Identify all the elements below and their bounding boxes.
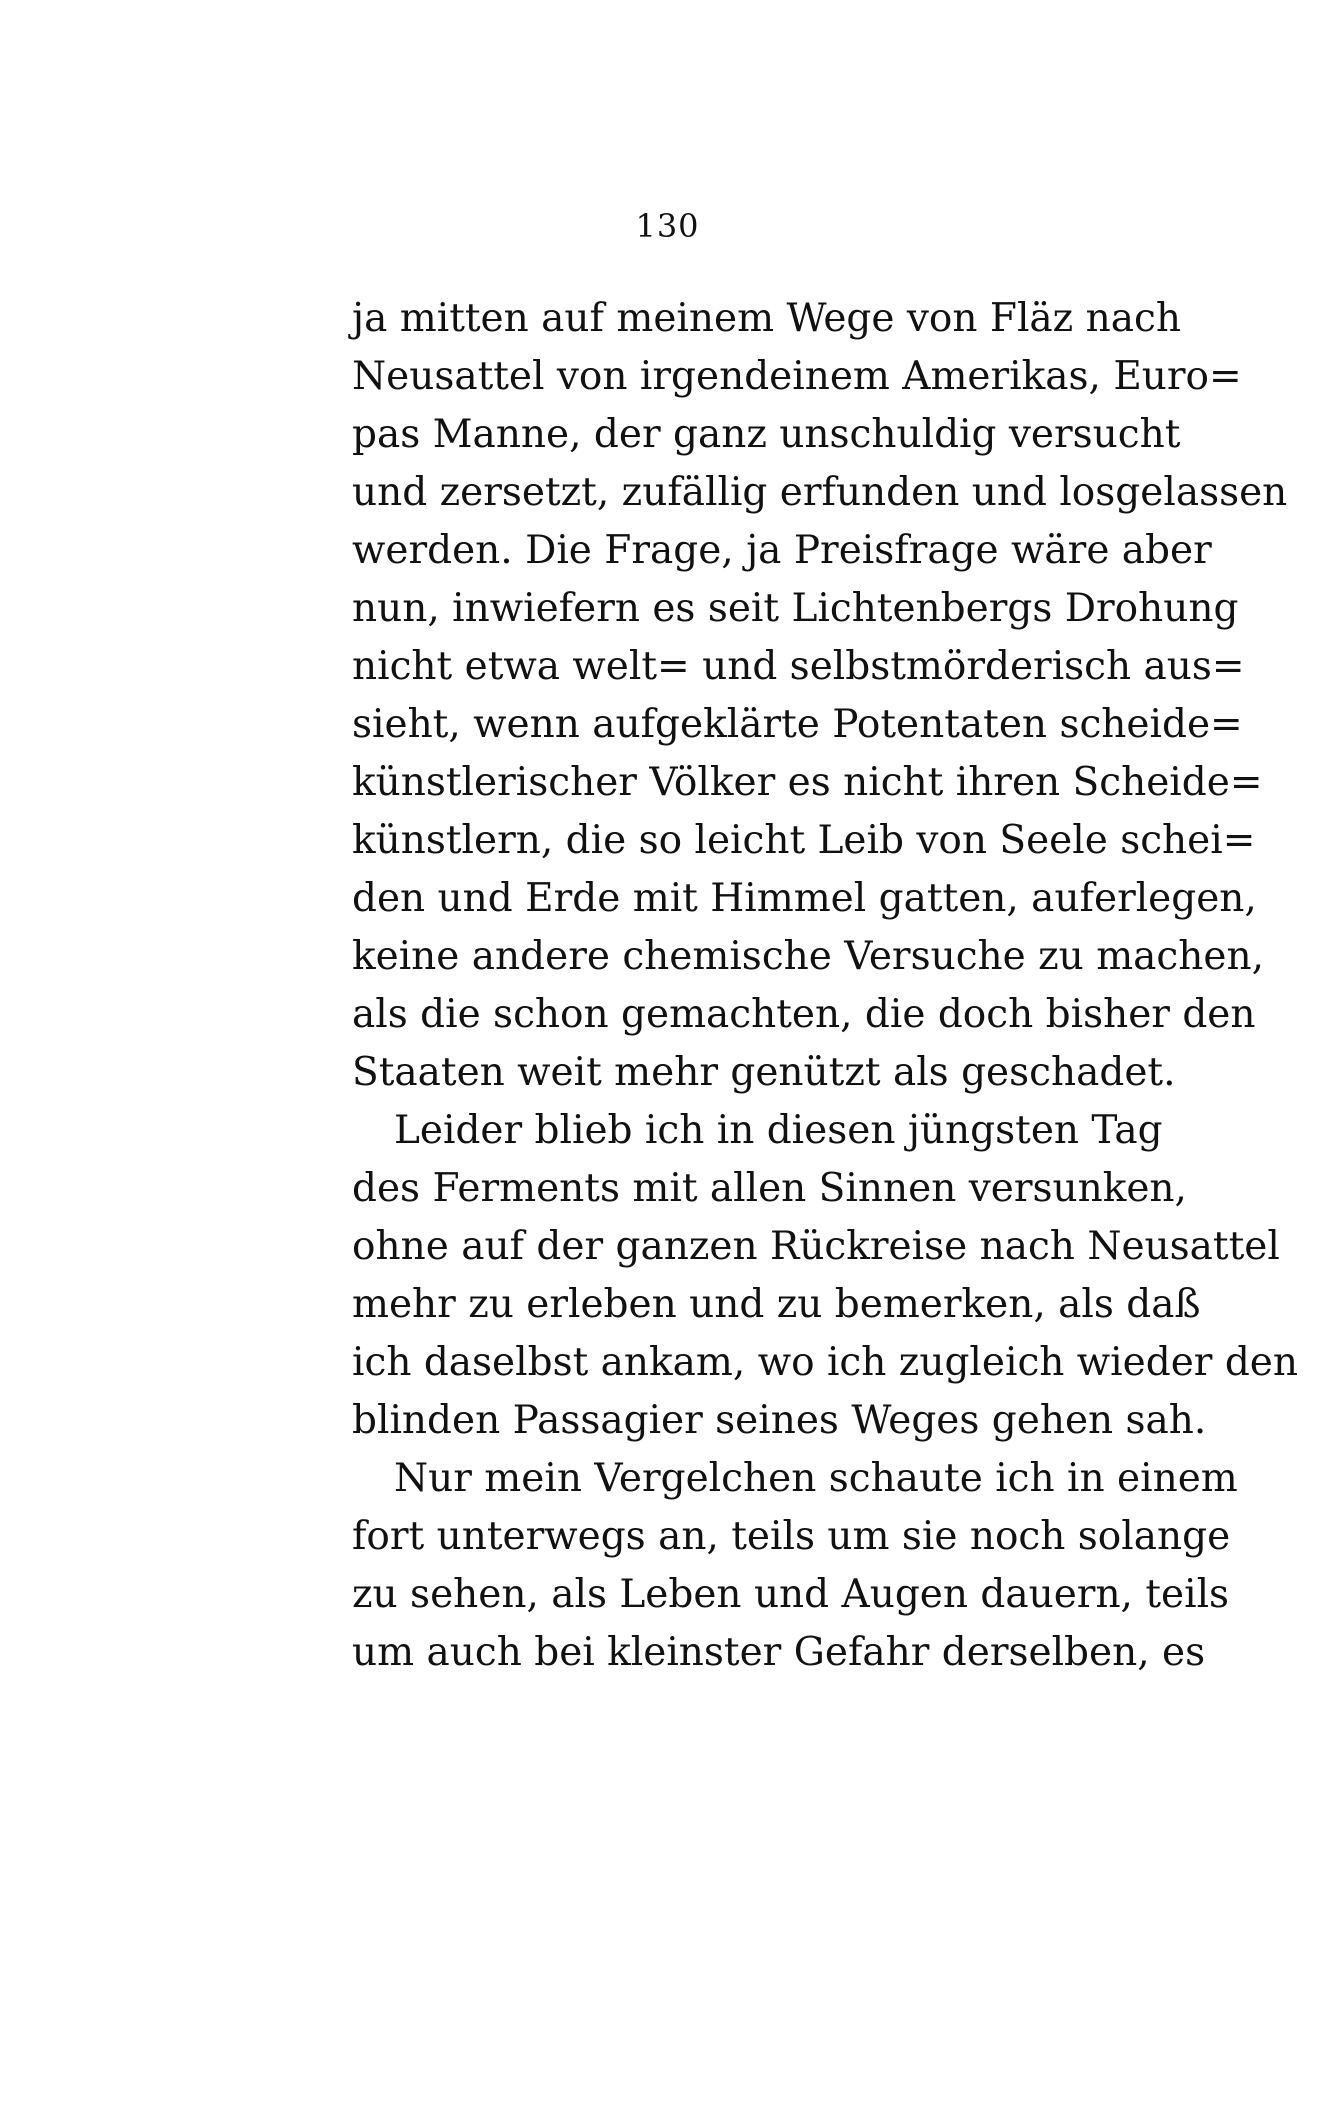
text-line: künstlerischer Völker es nicht ihren Scheide= [352, 760, 1263, 805]
page-number: 130 [635, 207, 700, 245]
text-line: zu sehen, als Leben und Augen dauern, teils [352, 1572, 1230, 1617]
text-line: den und Erde mit Himmel gatten, auferlegen, [352, 876, 1257, 921]
text-line: nicht etwa welt= und selbstmörderisch aus= [352, 644, 1245, 689]
text-line: um auch bei kleinster Gefahr derselben, es [352, 1630, 1206, 1675]
text-line: ich daselbst ankam, wo ich zugleich wieder den [352, 1340, 1298, 1385]
text-line: mehr zu erleben und zu bemerken, als daß [352, 1282, 1201, 1327]
text-line: nun, inwiefern es seit Lichtenbergs Drohung [352, 586, 1239, 631]
text-line: Staaten weit mehr genützt als geschadet. [352, 1050, 1176, 1095]
text-line: künstlern, die so leicht Leib von Seele schei= [352, 818, 1256, 863]
text-line: Nur mein Vergelchen schaute ich in einem [394, 1456, 1238, 1501]
text-line: ja mitten auf meinem Wege von Fläz nach [352, 296, 1181, 341]
body-text [352, 290, 1298, 1682]
text-line: blinden Passagier seines Weges gehen sah. [352, 1398, 1207, 1443]
text-line: Leider blieb ich in diesen jüngsten Tag [394, 1108, 1163, 1153]
text-line: des Ferments mit allen Sinnen versunken, [352, 1166, 1187, 1211]
text-line: ohne auf der ganzen Rückreise nach Neusattel [352, 1224, 1280, 1269]
text-line: und zersetzt, zufällig erfunden und losgelassen [352, 470, 1288, 515]
text-line: Neusattel von irgendeinem Amerikas, Euro= [352, 354, 1242, 399]
text-line: keine andere chemische Versuche zu machen, [352, 934, 1264, 979]
text-line: als die schon gemachten, die doch bisher den [352, 992, 1256, 1037]
text-line: fort unterwegs an, teils um sie noch solange [352, 1514, 1231, 1559]
text-line: werden. Die Frage, ja Preisfrage wäre aber [352, 528, 1212, 573]
text-line: sieht, wenn aufgeklärte Potentaten scheide= [352, 702, 1243, 747]
text-line: pas Manne, der ganz unschuldig versucht [352, 412, 1181, 457]
